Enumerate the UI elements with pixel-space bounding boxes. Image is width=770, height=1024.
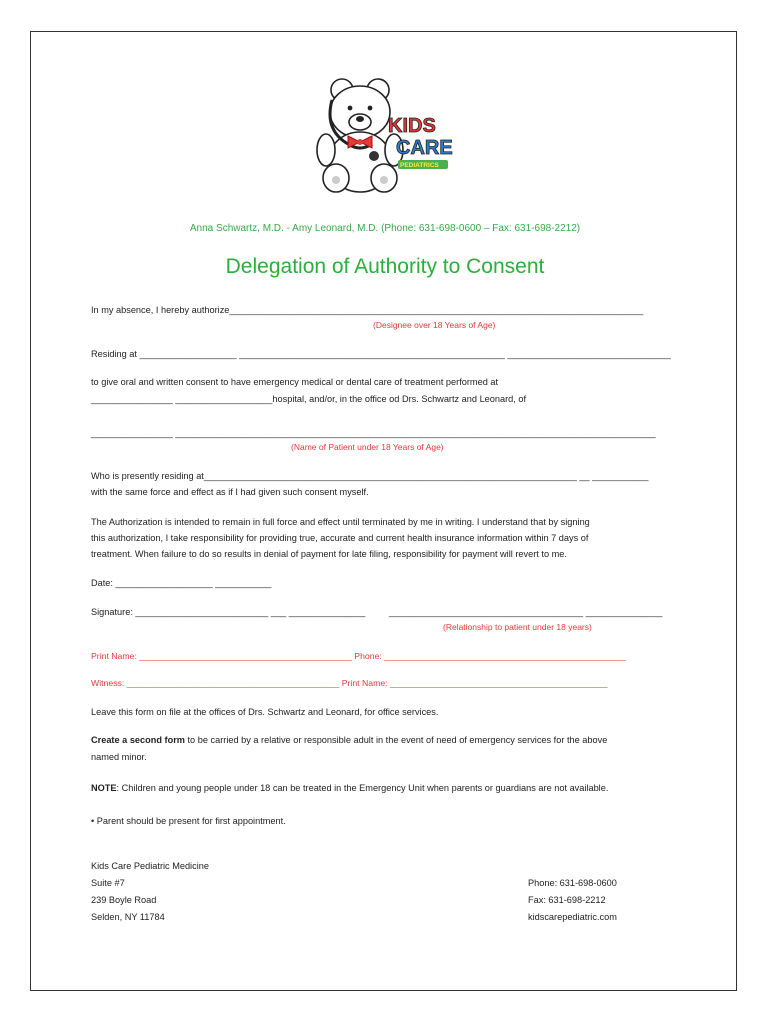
doctors-info: Anna Schwartz, M.D. - Amy Leonard, M.D. (Phone: 631-698-0600 – Fax: 631-698-2212) xyxy=(189,223,581,234)
note-bold: NOTE xyxy=(91,783,117,793)
authorization-line: this authorization, I take responsibility for providing true, accurate and current health insurance information within 7 days of xyxy=(91,533,589,543)
authorize-line[interactable]: In my absence, I hereby authorize_________________________________________________________________________________ xyxy=(91,305,644,315)
second-form-text xyxy=(91,734,607,746)
patient-name-line[interactable]: ________________ ______________________________________________________________________________________________ xyxy=(91,428,656,438)
print-name-phone-field[interactable]: Print Name: ____________________________________________ Phone: __________________________________________________ xyxy=(91,651,626,661)
note-rest: : Children and young people under 18 can be treated in the Emergency Unit when parents or guardians are not available. xyxy=(116,783,609,793)
logo-pediatrics-text: PEDIATRICS xyxy=(400,162,439,169)
second-form-line2: named minor. xyxy=(91,752,147,762)
authorization-paragraph xyxy=(91,514,590,562)
relationship-field[interactable]: ______________________________________ _______________ xyxy=(389,607,663,617)
authorization-line: treatment. When failure to do so results in denial of payment for late filing, responsibility for payment will revert to me. xyxy=(91,549,567,559)
bullet-text: • Parent should be present for first appointment. xyxy=(91,816,286,826)
footer-fax: Fax: 631-698-2212 xyxy=(528,895,606,905)
kids-care-logo xyxy=(290,70,470,200)
witness-print-name-field[interactable]: Witness: ____________________________________________ Print Name: _____________________________________________ xyxy=(91,678,608,688)
designee-note: (Designee over 18 Years of Age) xyxy=(373,320,496,330)
page-title: Delegation of Authority to Consent xyxy=(225,255,545,278)
teddy-bear-logo-icon xyxy=(290,70,470,200)
date-field[interactable]: Date: ___________________ ___________ xyxy=(91,578,272,588)
relationship-note: (Relationship to patient under 18 years) xyxy=(443,622,592,632)
leave-on-file-text: Leave this form on file at the offices of Drs. Schwartz and Leonard, for office services. xyxy=(91,707,439,717)
footer-street: 239 Boyle Road xyxy=(91,895,157,905)
footer-suite: Suite #7 xyxy=(91,878,125,888)
same-force-line: with the same force and effect as if I had given such consent myself. xyxy=(91,487,369,497)
patient-note: (Name of Patient under 18 Years of Age) xyxy=(291,442,444,452)
footer-contact xyxy=(528,875,617,926)
logo-kids-text: KIDS xyxy=(388,115,436,137)
consent-line: to give oral and written consent to have emergency medical or dental care of treatment performed at xyxy=(91,377,499,387)
signature-field[interactable]: Signature: __________________________ ___ _______________ xyxy=(91,607,366,617)
footer-address xyxy=(91,858,209,926)
presently-residing-line[interactable]: Who is presently residing at_________________________________________________________________________ __ ___________ xyxy=(91,471,649,481)
authorization-line: The Authorization is intended to remain in full force and effect until terminated by me in writing. I understand that by signing xyxy=(91,517,590,527)
footer-city: Selden, NY 11784 xyxy=(91,912,165,922)
footer-phone: Phone: 631-698-0600 xyxy=(528,878,617,888)
logo-care-text: CARE xyxy=(396,137,453,159)
footer-practice-name: Kids Care Pediatric Medicine xyxy=(91,861,209,871)
second-form-bold: Create a second form xyxy=(91,735,185,745)
note-text xyxy=(91,782,608,794)
residing-line[interactable]: Residing at ___________________ ____________________________________________________ ________________________________ xyxy=(91,349,671,359)
footer-website-link[interactable]: kidscarepediatric.com xyxy=(528,912,617,922)
second-form-rest: to be carried by a relative or responsible adult in the event of need of emergency services for the above xyxy=(184,735,608,745)
hospital-line[interactable]: ________________ ___________________hospital, and/or, in the office od Drs. Schwartz and Leonard, of xyxy=(91,394,527,404)
